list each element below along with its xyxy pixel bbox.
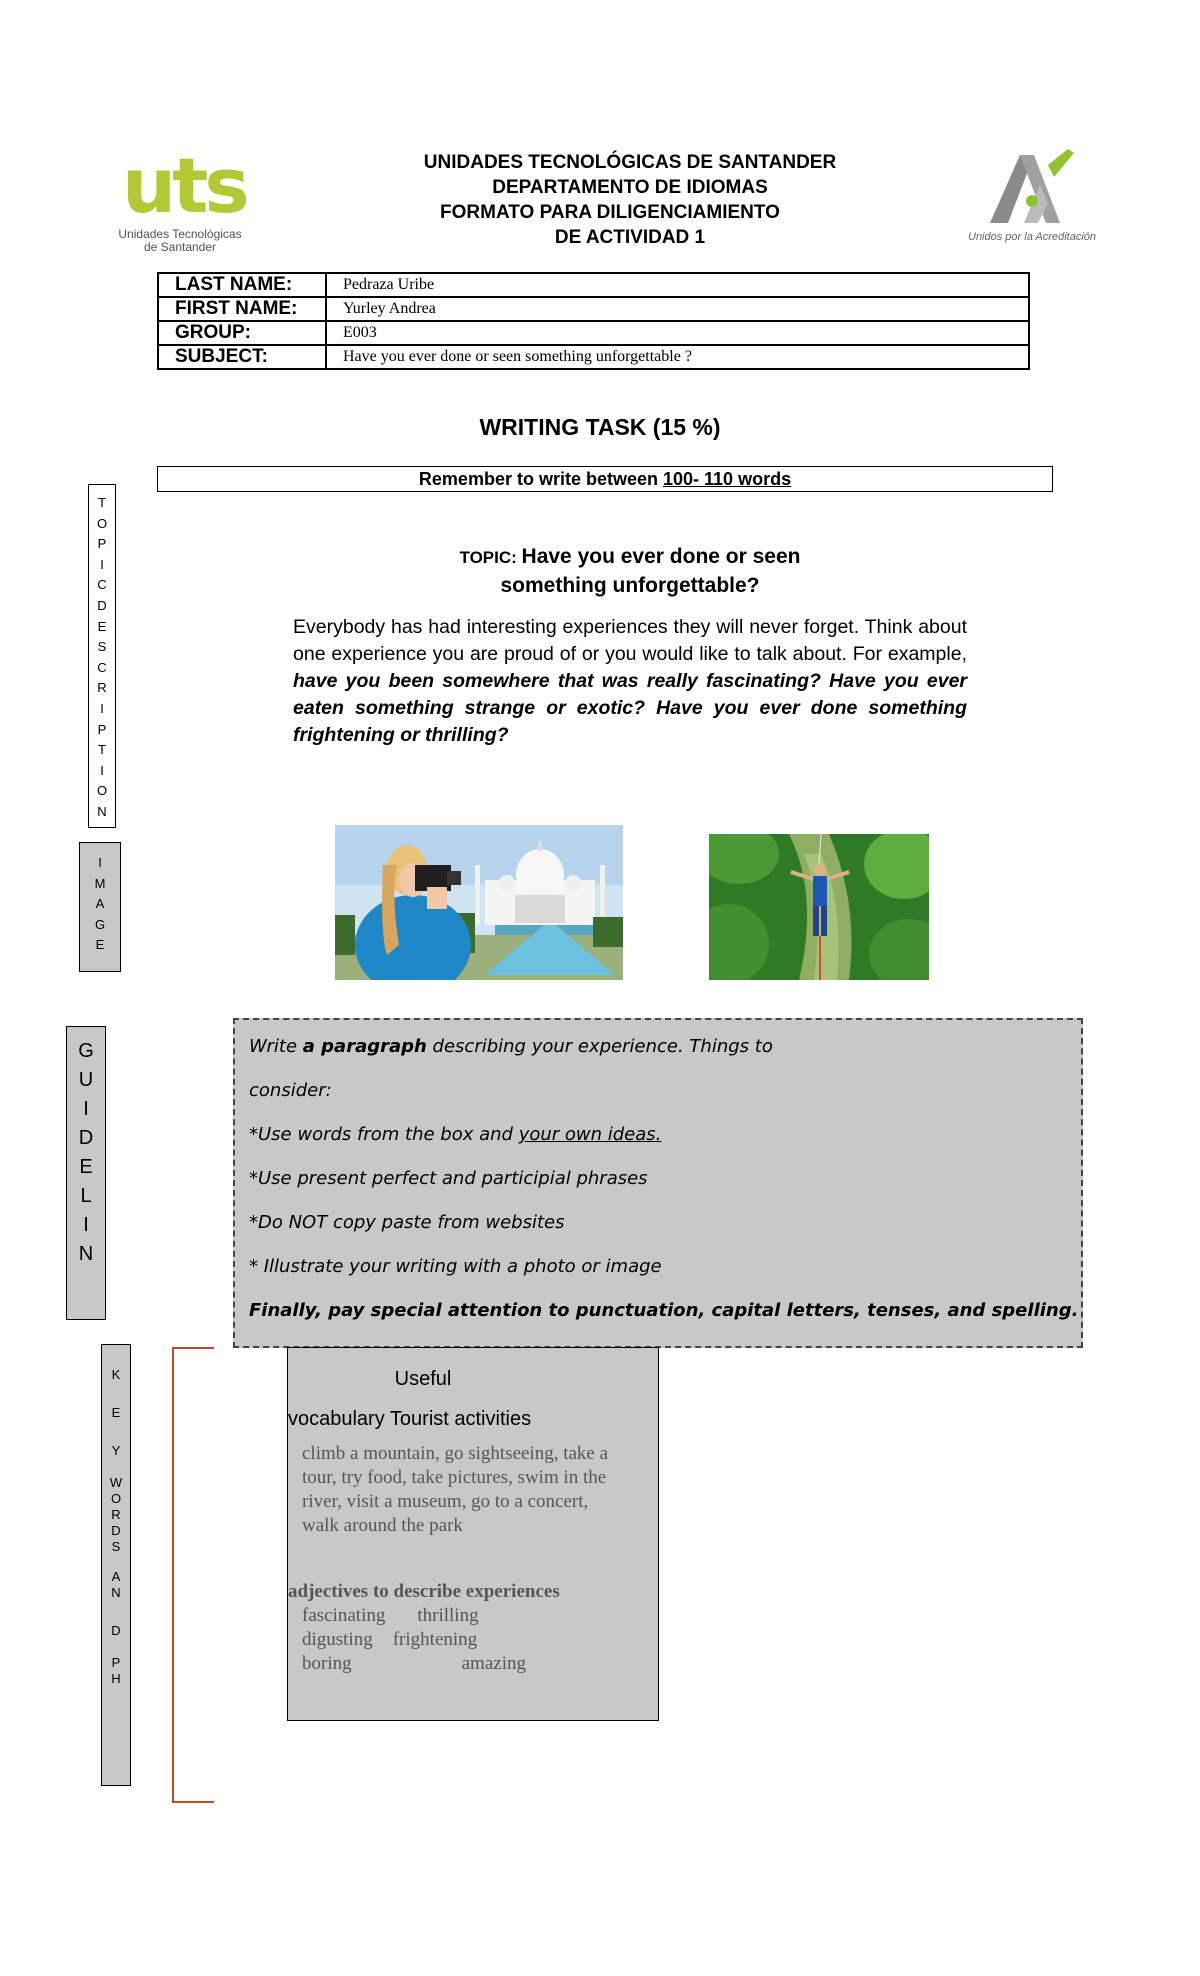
side-label-letter: I: [100, 700, 104, 716]
vocab-title-2: vocabulary Tourist activities: [288, 1408, 532, 1430]
guideline-intro: Write a paragraph describing your experience. Things to: [249, 1036, 773, 1057]
vocab-title-1: Useful: [394, 1368, 452, 1390]
list-item: fascinating thrilling: [302, 1605, 479, 1626]
uts-logo-letters: uts: [122, 141, 246, 230]
side-label-letter: N: [78, 1243, 94, 1265]
topic-line-2: something unforgettable?: [500, 574, 760, 597]
header-line-3: FORMATO PARA DILIGENCIAMIENTO: [440, 202, 780, 223]
side-label-letter: S: [97, 639, 107, 655]
uts-logo: [110, 141, 250, 260]
side-label-letter: I: [100, 762, 104, 778]
word-count-reminder: [157, 466, 1053, 492]
guideline-final: Finally, pay special attention to punctuation, capital letters, tenses, and spelling.: [249, 1300, 1079, 1321]
vocabulary-box: [287, 1347, 659, 1721]
topic-label: TOPIC:: [459, 548, 522, 567]
last-name-label: LAST NAME:: [158, 273, 326, 297]
side-label-letter: E: [95, 937, 105, 953]
side-label-letter: O: [110, 1491, 122, 1506]
side-label-letter: H: [111, 1671, 121, 1686]
keywords-bracket: [172, 1347, 214, 1803]
guideline-use-words: *Use words from the box and your own ideas.: [249, 1124, 662, 1145]
side-label-letter: I: [83, 1214, 89, 1236]
taj-mahal-photo: [335, 825, 623, 980]
table-row: [158, 273, 1029, 297]
table-row: [158, 297, 1029, 321]
table-row: [158, 321, 1029, 345]
side-label-letter: N: [97, 803, 107, 819]
side-label-letter: D: [111, 1623, 121, 1638]
accreditation-slogan: Unidos por la Acreditación: [968, 231, 1096, 243]
header-line-2: DEPARTAMENTO DE IDIOMAS: [492, 177, 768, 198]
side-label-guidelines: [66, 1026, 106, 1320]
header-line-4: DE ACTIVIDAD 1: [554, 227, 706, 248]
description-text: Everybody has had interesting experiences they will never forget. Think about one experience you are proud of or you would like to talk about. For example,: [293, 616, 967, 665]
reminder-word-range: 100- 110 words: [663, 469, 792, 489]
side-label-letter: D: [97, 597, 107, 613]
side-label-image: [79, 842, 121, 972]
task-title: WRITING TASK (15 %): [479, 414, 721, 440]
side-label-keywords: [101, 1344, 131, 1786]
side-label-letter: D: [111, 1523, 121, 1538]
bungee-jump-photo: [709, 834, 929, 980]
side-label-letter: U: [78, 1069, 94, 1091]
side-label-letter: O: [96, 783, 108, 799]
student-info-table: [157, 272, 1030, 370]
vocab-activities: climb a mountain, go sightseeing, take a tour, try food, take pictures, swim in the river, visit a museum, go to a concert, walk around the park: [302, 1443, 609, 1536]
side-label-letter: E: [79, 1156, 93, 1178]
guideline-consider: consider:: [249, 1080, 332, 1101]
side-label-letter: A: [111, 1569, 121, 1584]
side-label-letter: G: [94, 916, 106, 932]
guideline-illustrate: * Illustrate your writing with a photo or image: [249, 1256, 662, 1277]
photographer-taj-mahal-image: [335, 825, 623, 980]
first-name-label: FIRST NAME:: [158, 297, 326, 321]
guideline-present-perfect: *Use present perfect and participial phrases: [249, 1168, 648, 1189]
accreditation-mark-icon: [962, 145, 1102, 229]
subject-value: Have you ever done or seen something unforgettable ?: [326, 345, 1029, 369]
guideline-paragraph-emphasis: a paragraph: [302, 1036, 427, 1057]
side-label-letter: S: [111, 1539, 121, 1554]
guideline-own-ideas: your own ideas.: [518, 1124, 662, 1145]
side-label-letter: M: [94, 875, 106, 891]
side-label-letter: I: [98, 855, 102, 870]
subject-label: SUBJECT:: [158, 345, 326, 369]
reminder-text: Remember to write between: [418, 469, 663, 489]
side-label-letter: G: [78, 1040, 94, 1062]
description-questions: have you been somewhere that was really fascinating? Have you ever eaten something strange or exotic? Have you ever done something frightening or thrilling?: [293, 670, 967, 746]
guideline-no-copy: *Do NOT copy paste from websites: [249, 1212, 565, 1233]
side-label-letter: R: [97, 680, 107, 696]
bungee-jumper-image: [709, 834, 929, 980]
side-label-letter: E: [111, 1405, 121, 1420]
side-label-letter: N: [111, 1585, 121, 1600]
side-label-letter: P: [111, 1655, 121, 1670]
list-item: digusting frightening: [302, 1629, 478, 1650]
table-row: [158, 345, 1029, 369]
side-label-letter: P: [97, 721, 107, 737]
side-label-letter: I: [100, 556, 104, 572]
last-name-value: Pedraza Uribe: [326, 273, 1029, 297]
vocab-adjectives: [302, 1604, 526, 1676]
side-label-topic-description: [88, 484, 116, 828]
side-label-letter: A: [95, 896, 105, 912]
side-label-letter: R: [111, 1507, 121, 1522]
list-item: boring amazing: [302, 1653, 526, 1674]
side-label-letter: L: [80, 1185, 92, 1207]
accreditation-logo: [962, 145, 1102, 250]
guidelines-box: [233, 1018, 1083, 1348]
side-label-letter: O: [96, 515, 108, 531]
group-value: E003: [326, 321, 1029, 345]
topic-line-1: Have you ever done or seen: [521, 545, 801, 568]
side-label-letter: W: [109, 1475, 123, 1490]
header-line-1: UNIDADES TECNOLÓGICAS DE SANTANDER: [423, 152, 837, 173]
group-label: GROUP:: [158, 321, 326, 345]
side-label-letter: C: [97, 659, 107, 675]
side-label-letter: Y: [111, 1443, 121, 1458]
vocab-adjectives-title: adjectives to describe experiences: [288, 1581, 560, 1602]
uts-logo-subtitle: Unidades Tecnológicas de Santander: [118, 227, 242, 254]
side-label-letter: C: [97, 577, 107, 593]
side-label-letter: D: [78, 1127, 94, 1149]
first-name-value: Yurley Andrea: [326, 297, 1029, 321]
topic-description: [293, 614, 967, 749]
side-label-letter: T: [98, 495, 106, 510]
topic-heading: [290, 543, 970, 600]
side-label-letter: K: [111, 1367, 121, 1382]
side-label-letter: I: [83, 1098, 89, 1120]
side-label-letter: P: [97, 536, 107, 552]
side-label-letter: T: [98, 742, 106, 758]
side-label-letter: E: [97, 618, 107, 634]
